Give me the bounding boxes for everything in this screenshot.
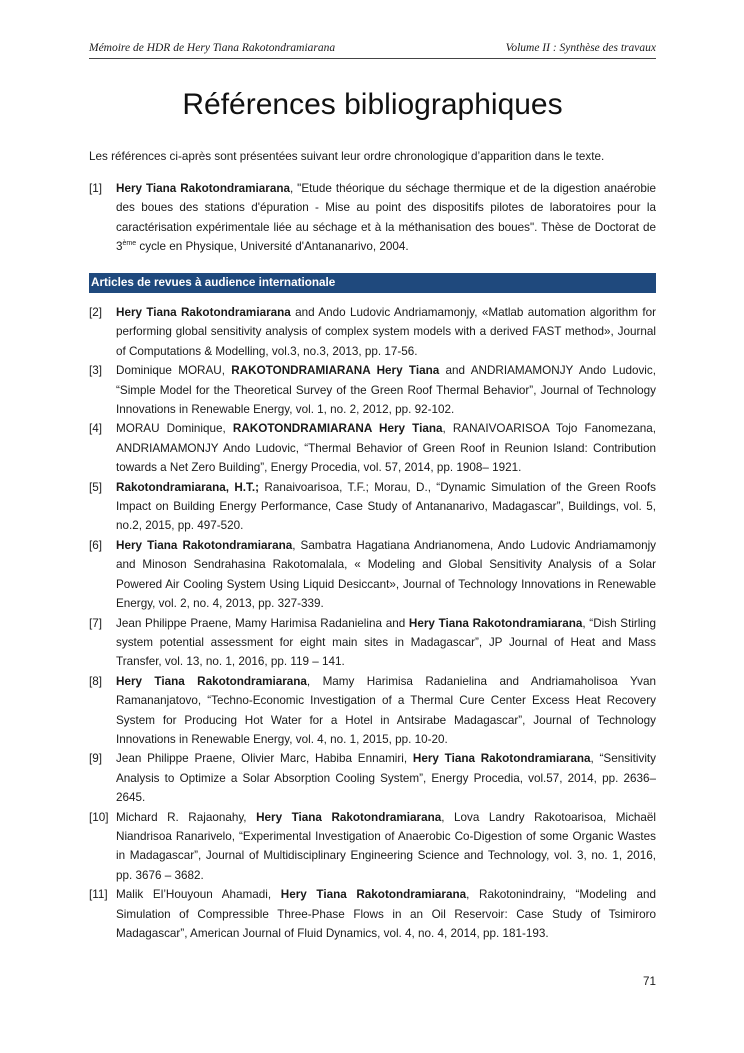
- reference-text-part: and ANDRIAMAMONJY Ando Ludovic, “Simple Model for the Theoretical Survey of the Green Roof Thermal Behavior”, Journal of Technology Innovations in Renewable Energy, vol. 1, no. 2, 2012, pp. 92-102.: [116, 364, 656, 417]
- intro-paragraph: Les références ci-après sont présentées suivant leur ordre chronologique d’apparition dans le texte.: [89, 150, 605, 163]
- reference-item: [89, 179, 656, 257]
- reference-number: [1]: [89, 182, 102, 195]
- reference-list-thesis: [89, 179, 656, 257]
- reference-text: [116, 536, 656, 614]
- reference-number: [3]: [89, 364, 102, 378]
- reference-number: [11]: [89, 888, 108, 902]
- reference-text: [116, 303, 656, 361]
- reference-author-bold: RAKOTONDRAMIARANA Hery Tiana: [231, 364, 440, 378]
- reference-text-part: , "Etude théorique du séchage thermique et de la digestion anaérobie des boues des stations d'épuration - Mise au point des dispositifs pilotes de laboratoires pour la caractérisation expérimentale liée au séchage et à la méthanisation des boues". Thèse de Doctorat de 3: [116, 182, 656, 254]
- reference-item: [89, 303, 656, 361]
- reference-text-part: Malik El’Houyoun Ahamadi,: [116, 888, 281, 902]
- section-band: Articles de revues à audience internationale: [89, 273, 656, 293]
- reference-number: [8]: [89, 674, 102, 688]
- reference-item: [89, 536, 656, 614]
- reference-text: [116, 478, 656, 536]
- reference-text-part: , “Dish Stirling system potential assessment for eight main sites in Madagascar”, JP Journal of Heat and Mass Transfer, vol. 13, no. 1, 2016, pp. 119 – 141.: [116, 616, 656, 669]
- reference-text-part: Jean Philippe Praene, Mamy Harimisa Radanielina and: [116, 616, 409, 630]
- page-title: Références bibliographiques: [182, 88, 563, 121]
- reference-text-part: , Sambatra Hagatiana Andrianomena, Ando Ludovic Andriamamonjy and Minoson Sendrahasina Rakotomalala, « Modeling and Global Sensitivity Analysis of a Solar Powered Air Cooling System Using Liquid Desiccant», Journal of Technology Innovations in Renewable Energy, vol. 2, no. 4, 2013, pp. 327-339.: [116, 538, 657, 611]
- reference-author-bold: Hery Tiana Rakotondramiarana: [408, 616, 583, 630]
- reference-number: [4]: [89, 422, 102, 436]
- reference-author-bold: Hery Tiana Rakotondramiarana: [116, 182, 290, 195]
- reference-text-part: MORAU Dominique,: [116, 422, 233, 436]
- page-number: 71: [642, 975, 656, 988]
- reference-author-bold: Hery Tiana Rakotondramiarana: [412, 752, 591, 766]
- reference-text: [116, 614, 656, 672]
- reference-number: [9]: [89, 752, 102, 766]
- reference-item: [89, 808, 656, 886]
- reference-text-part: Dominique MORAU,: [116, 364, 232, 378]
- reference-number: [2]: [89, 306, 102, 319]
- reference-number: [5]: [89, 480, 102, 494]
- reference-item: [89, 361, 656, 419]
- document-page: [89, 0, 656, 1053]
- reference-item: [89, 749, 656, 807]
- reference-text-part: , RANAIVOARISOA Tojo Fanomezana, ANDRIAMAMONJY Ando Ludovic, “Thermal Behavior of Green Roof in Reunion Island: Contribution towards a Net Zero Building”, Energy Procedia, vol. 57, 2014, pp. 1908– 1921.: [116, 422, 656, 475]
- reference-text: [116, 885, 656, 943]
- reference-text-part: and Ando Ludovic Andriamamonjy, «Matlab automation algorithm for performing global sensitivity analysis of complex system models with a derived FAST method», Journal of Computations & Modelling, vol.3, no.3, 2013, pp. 17-56.: [116, 306, 656, 358]
- reference-text: [116, 361, 656, 419]
- reference-text-part: Ranaivoarisoa, T.F.; Morau, D., “Dynamic Simulation of the Green Roofs Impact on Building Energy Performance, Case Study of Antananarivo, Madagascar”, Buildings, vol. 5, no.2, 2015, pp. 497-520.: [116, 480, 656, 533]
- reference-author-bold: RAKOTONDRAMIARANA Hery Tiana: [232, 422, 443, 436]
- reference-number: [7]: [89, 616, 102, 630]
- reference-text: [116, 419, 656, 477]
- reference-text-part: , Mamy Harimisa Radanielina and Andriamaholisoa Yvan Ramananjatovo, “Techno-Economic Investigation of a Thermal Cure Center Excess Heat Recovery System for Producing Hot Water for a Hotel in Antsirabe Madagascar”, Journal of Technology Innovations in Renewable Energy, vol. 4, no. 1, 2015, pp. 10-20.: [116, 674, 657, 746]
- reference-text-part: , Rakotonindrainy, “Modeling and Simulation of Compressible Three-Phase Flows in an Oil Reservoir: Case Study of Tsimiroro Madagascar”, American Journal of Fluid Dynamics, vol. 4, no. 4, 2014, pp. 181-193.: [116, 888, 656, 940]
- header-right: Volume II : Synthèse des travaux: [505, 42, 656, 54]
- reference-text: [116, 672, 656, 750]
- reference-author-bold: Hery Tiana Rakotondramiarana: [116, 538, 293, 552]
- reference-text: [116, 179, 656, 257]
- header-left: Mémoire de HDR de Hery Tiana Rakotondramiarana: [89, 42, 336, 54]
- reference-text-part: , Lova Landry Rakotoarisoa, Michaël Niandrisoa Ranarivelo, “Experimental Investigation of Anaerobic Co-Digestion of some Organic Wastes in Madagascar”, Journal of Multidisciplinary Engineering Science and Technology, vol. 3, no. 1, 2016, pp. 3676 – 3682.: [116, 810, 657, 882]
- reference-list-articles: [89, 303, 656, 943]
- reference-text: [116, 808, 656, 886]
- reference-text-part: cycle en Physique, Université d'Antananarivo, 2004.: [136, 240, 409, 254]
- reference-text-part: , “Sensitivity Analysis to Optimize a Solar Absorption Cooling System”, Energy Procedia, vol.57, 2014, pp. 2636–2645.: [116, 752, 657, 805]
- reference-item: [89, 419, 656, 477]
- reference-text-part: Jean Philippe Praene, Olivier Marc, Habiba Ennamiri,: [116, 752, 413, 766]
- reference-number: [6]: [89, 538, 102, 552]
- reference-author-bold: Hery Tiana Rakotondramiarana: [116, 674, 307, 688]
- reference-author-bold: Rakotondramiarana, H.T.;: [116, 480, 260, 494]
- reference-item: [89, 614, 656, 672]
- reference-superscript: ème: [122, 240, 137, 248]
- running-header: [89, 40, 656, 59]
- reference-author-bold: Hery Tiana Rakotondramiarana: [280, 888, 467, 902]
- reference-item: [89, 478, 656, 536]
- reference-text-part: Michard R. Rajaonahy,: [116, 810, 257, 824]
- reference-item: [89, 672, 656, 750]
- reference-item: [89, 885, 656, 943]
- reference-author-bold: Hery Tiana Rakotondramiarana: [256, 810, 442, 824]
- reference-author-bold: Hery Tiana Rakotondramiarana: [116, 306, 291, 319]
- reference-number: [10]: [89, 810, 109, 824]
- reference-text: [116, 749, 656, 807]
